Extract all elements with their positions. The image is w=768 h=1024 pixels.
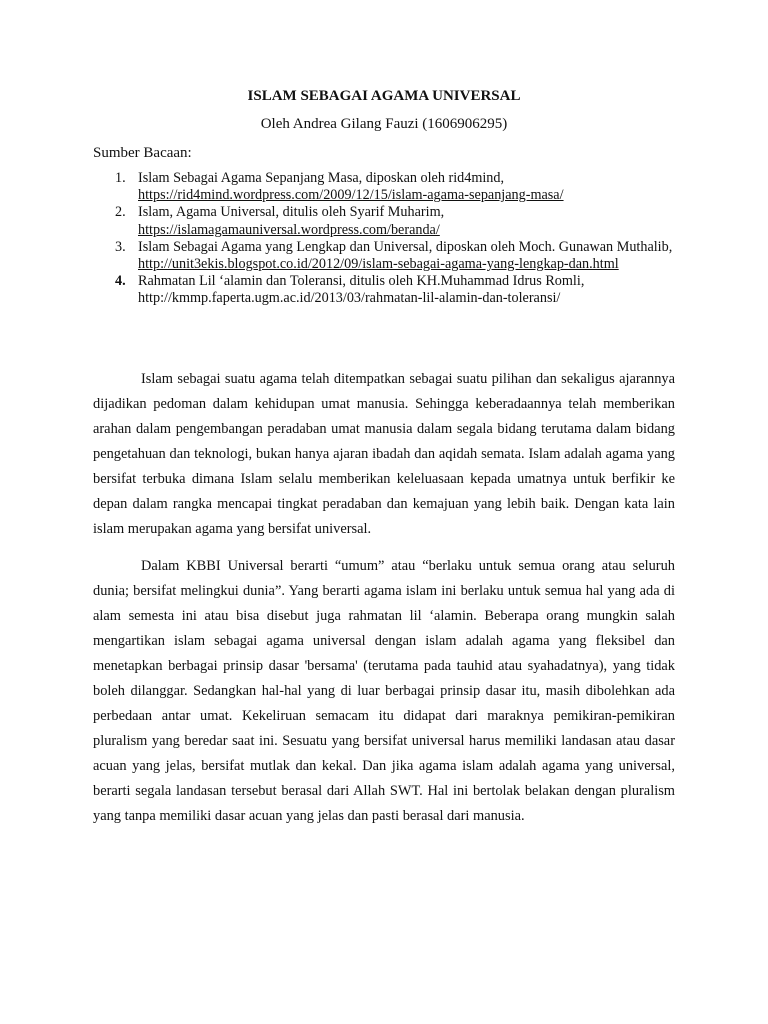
document-author: Oleh Andrea Gilang Fauzi (1606906295) [260, 116, 508, 132]
source-text: Islam, Agama Universal, ditulis oleh Syarif Muharim, [138, 204, 445, 221]
source-item [93, 204, 678, 238]
sources-list [93, 170, 678, 308]
source-text: Islam Sebagai Agama Sepanjang Masa, diposkan oleh rid4mind, [138, 170, 505, 186]
source-link[interactable]: http://unit3ekis.blogspot.co.id/2012/09/islam-sebagai-agama-yang-lengkap-dan.html [138, 256, 619, 273]
document-title: ISLAM SEBAGAI AGAMA UNIVERSAL [247, 88, 521, 104]
sources-heading: Sumber Bacaan: [93, 145, 192, 161]
source-text: Islam Sebagai Agama yang Lengkap dan Universal, diposkan oleh Moch. Gunawan Muthalib, [138, 238, 673, 255]
source-number: 2. [115, 204, 126, 221]
source-item [93, 170, 678, 204]
essay-body [93, 367, 675, 829]
paragraph: Dalam KBBI Universal berarti “umum” atau “berlaku untuk semua orang atau seluruh dunia; bersifat melingkui dunia”. Yang berarti agama islam ini berlaku untuk semua hal yang ada di alam semesta ini atau bisa disebut juga rahmatan lil ‘alamin. Beberapa orang mungkin salah mengartikan islam sebagai agama universal dengan islam adalah agama yang fleksibel dan menetapkan berbagai prinsip dasar 'bersama' (terutama pada tauhid atau syahadatnya), yang tidak boleh dilanggar. Sedangkan hal-hal yang di luar berbagai prinsip dasar itu, masih dibolehkan ada perbedaan antar umat. Kekeliruan semacam itu didapat dari maraknya pemikiran-pemikiran pluralism yang beredar saat ini. Sesuatu yang bersifat universal harus memiliki landasan atau dasar acuan yang jelas, bersifat mutlak dan kekal. Dan jika agama islam adalah agama yang universal, berarti segala landasan tersebut berasal dari Allah SWT. Hal ini bertolak belakan dengan pluralism yang tanpa memiliki dasar acuan yang jelas dan pasti berasal dari manusia. [93, 558, 675, 824]
source-number: 3. [115, 238, 126, 255]
paragraph: Islam sebagai suatu agama telah ditempatkan sebagai suatu pilihan dan sekaligus ajarannya dijadikan pedoman dalam kehidupan umat manusia. Sehingga keberadaannya telah memberikan arahan dalam pengembangan peradaban umat manusia dalam segala bidang terutama dalam bidang pengetahuan dan teknologi, bukan hanya ajaran ibadah dan aqidah semata. Islam adalah agama yang bersifat terbuka dimana Islam selalu memberikan keleluasaan kepada umatnya untuk berfikir ke depan dalam rangka mencapai tingkat peradaban dan kemajuan yang lebih baik. Dengan kata lain islam merupakan agama yang bersifat universal. [93, 371, 675, 537]
source-url: http://kmmp.faperta.ugm.ac.id/2013/03/rahmatan-lil-alamin-dan-toleransi/ [138, 290, 561, 307]
source-link[interactable]: https://rid4mind.wordpress.com/2009/12/15/islam-agama-sepanjang-masa/ [138, 187, 564, 204]
source-number: 4. [115, 273, 126, 290]
source-text: Rahmatan Lil ‘alamin dan Toleransi, ditulis oleh KH.Muhammad Idrus Romli, [138, 273, 585, 290]
source-item [93, 239, 678, 273]
source-link[interactable]: https://islamagamauniversal.wordpress.com/beranda/ [138, 221, 440, 238]
source-item [93, 273, 678, 307]
source-number: 1. [115, 170, 126, 186]
